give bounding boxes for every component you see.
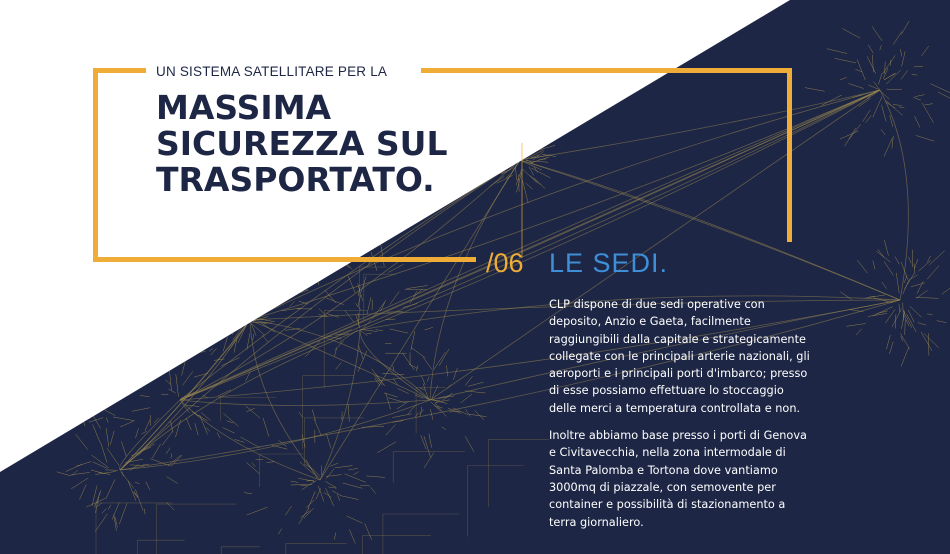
headline-line: MASSIMA bbox=[156, 88, 332, 127]
map-road bbox=[522, 141, 531, 158]
map-road bbox=[117, 356, 137, 361]
map-road bbox=[290, 277, 301, 290]
map-road bbox=[225, 264, 232, 270]
map-road bbox=[248, 293, 254, 310]
map-road bbox=[243, 293, 244, 304]
map-road bbox=[201, 325, 223, 332]
frame-left bbox=[93, 68, 98, 262]
map-road bbox=[516, 134, 518, 152]
headline bbox=[156, 90, 456, 198]
map-road bbox=[502, 160, 513, 166]
map-road bbox=[261, 302, 272, 308]
map-road bbox=[503, 138, 512, 147]
map-road bbox=[233, 295, 248, 311]
map-road bbox=[191, 284, 207, 297]
map-road bbox=[323, 268, 327, 275]
map-road bbox=[506, 160, 519, 161]
map-road bbox=[144, 356, 147, 371]
map-road bbox=[252, 306, 264, 314]
map-road bbox=[271, 261, 288, 276]
map-road bbox=[198, 292, 211, 302]
map-road bbox=[297, 278, 318, 281]
map-road bbox=[509, 122, 510, 142]
map-road bbox=[157, 333, 162, 341]
frame-top-left bbox=[93, 68, 146, 73]
frame-top-right bbox=[421, 68, 792, 73]
map-road bbox=[240, 276, 243, 298]
map-road bbox=[177, 309, 178, 325]
map-road bbox=[518, 130, 519, 148]
section-title: LE SEDI. bbox=[549, 248, 669, 278]
map-road bbox=[188, 328, 202, 330]
map-road bbox=[495, 161, 512, 163]
map-road bbox=[261, 281, 276, 294]
headline-line: SICUREZZA SUL bbox=[156, 124, 448, 163]
map-road bbox=[135, 344, 138, 359]
map-road bbox=[519, 120, 524, 140]
map-road bbox=[499, 146, 504, 153]
body-paragraph: CLP dispone di due sedi operative con deposito, Anzio e Gaeta, facilmente raggiungibili dalla capitale e strategicamente collegate con le principali arterie nazionali, gli aeroporti e i principali porti d'imbarco; presso di esse possiamo effettuare lo stoccaggio delle merci a temperatura controllata e non. bbox=[549, 298, 810, 415]
map-road bbox=[238, 320, 243, 324]
map-road bbox=[108, 382, 117, 383]
map-road bbox=[239, 260, 247, 278]
map-road bbox=[104, 402, 111, 404]
map-road bbox=[493, 166, 503, 167]
body-copy bbox=[549, 296, 811, 541]
eyebrow-text: UN SISTEMA SATELLITARE PER LA bbox=[156, 64, 388, 79]
map-road bbox=[165, 345, 173, 357]
map-road bbox=[255, 296, 266, 315]
frame-right bbox=[787, 68, 792, 242]
headline-line: TRASPORTATO. bbox=[156, 160, 435, 199]
map-road bbox=[256, 304, 261, 307]
map-road bbox=[519, 134, 523, 152]
map-road bbox=[478, 150, 498, 154]
map-road bbox=[143, 331, 151, 337]
map-road bbox=[485, 160, 501, 171]
map-road bbox=[108, 362, 113, 363]
map-road bbox=[213, 303, 224, 314]
map-road bbox=[135, 354, 144, 371]
map-road bbox=[236, 271, 237, 278]
map-road bbox=[176, 342, 177, 359]
body-paragraph: Inoltre abbiamo base presso i porti di Genova e Civitavecchia, nella zona intermodale di Santa Palomba e Tortona dove vantiamo 3000mq di piazzale, con semovente per container e possibilità di stazionamento a terra giornaliero. bbox=[549, 429, 807, 529]
map-road bbox=[220, 304, 223, 310]
map-road bbox=[241, 281, 242, 298]
map-road bbox=[515, 125, 519, 144]
map-road bbox=[496, 125, 503, 145]
map-road bbox=[245, 304, 250, 319]
map-road bbox=[145, 363, 149, 367]
frame-bottom bbox=[93, 257, 476, 262]
map-road bbox=[228, 289, 235, 299]
map-road bbox=[504, 156, 509, 158]
map-road bbox=[261, 287, 277, 297]
map-road bbox=[496, 138, 509, 153]
map-road bbox=[278, 275, 292, 290]
section-number: /06 bbox=[486, 248, 524, 278]
map-road bbox=[495, 151, 508, 152]
map-road bbox=[300, 288, 307, 290]
map-road bbox=[246, 295, 250, 312]
map-road bbox=[509, 141, 517, 158]
